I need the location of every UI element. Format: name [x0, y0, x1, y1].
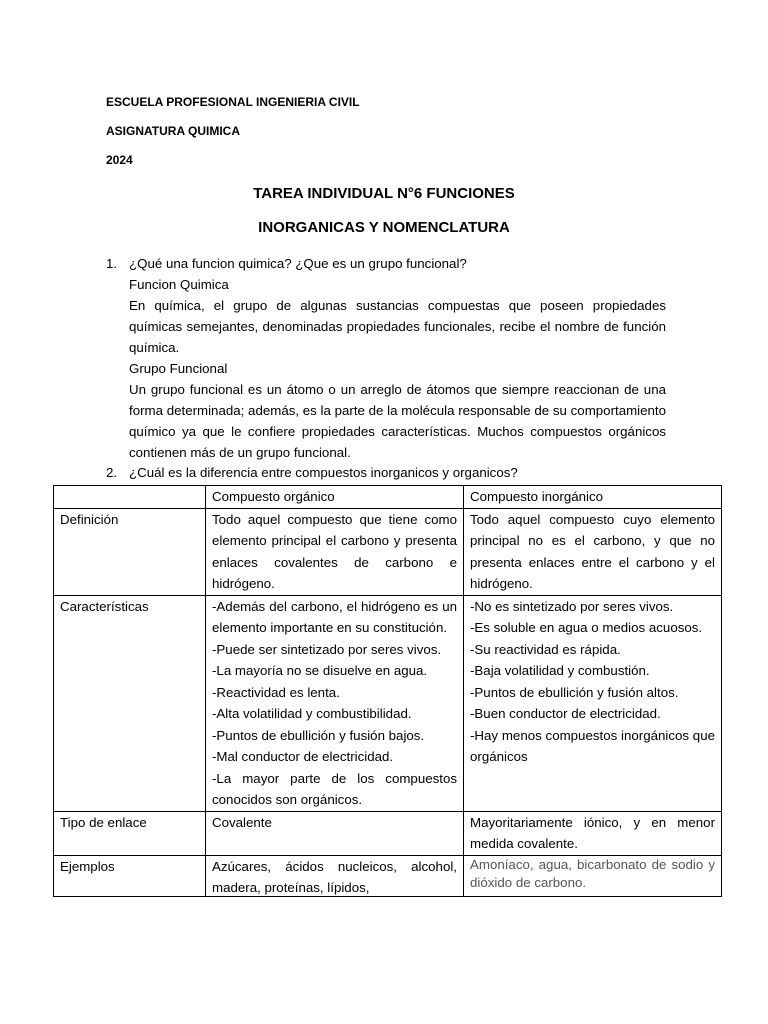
table-row: [54, 486, 722, 509]
list-item: -Buen conductor de electricidad.: [470, 706, 661, 721]
question-1-text: ¿Qué una funcion quimica? ¿Que es un grupo funcional?: [129, 256, 467, 271]
list-item: -La mayor parte de los compuestos conocidos son orgánicos.: [212, 770, 457, 807]
title-line-1: TAREA INDIVIDUAL N°6 FUNCIONES: [253, 185, 515, 202]
examples-inorganic-cell: [464, 855, 722, 896]
characteristics-inorganic: [464, 595, 722, 811]
row-label-examples: Ejemplos: [54, 855, 206, 896]
col-header-organic: Compuesto orgánico: [206, 486, 464, 509]
heading-grupo-funcional: Grupo Funcional: [129, 361, 228, 376]
list-item: -La mayoría no se disuelve en agua.: [212, 663, 428, 678]
bond-type-organic: Covalente: [206, 811, 464, 855]
question-1-number: 1.: [106, 256, 118, 271]
list-item: -No es sintetizado por seres vivos.: [470, 598, 674, 614]
list-item: -Además del carbono, el hidrógeno es un elemento importante en su constitución.: [212, 598, 457, 635]
question-1: [106, 253, 666, 463]
row-label-definition: Definición: [54, 508, 206, 595]
year: 2024: [106, 153, 133, 167]
examples-organic-cell: [206, 855, 464, 896]
comparison-table: [53, 485, 722, 897]
list-item: -Mal conductor de electricidad.: [212, 749, 394, 764]
examples-organic: Azúcares, ácidos nucleicos, alcohol, madera, proteínas, lípidos,: [212, 858, 457, 895]
subject-name: ASIGNATURA QUIMICA: [106, 124, 240, 138]
table-cell-empty: [54, 486, 206, 509]
row-label-characteristics: Características: [54, 595, 206, 811]
list-item: -Baja volatilidad y combustión.: [470, 663, 650, 678]
list-item: -Es soluble en agua o medios acuosos.: [470, 620, 703, 635]
bond-type-inorganic: Mayoritariamente iónico, y en menor medida covalente.: [464, 811, 722, 855]
definition-organic: Todo aquel compuesto que tiene como elemento principal el carbono y presenta enlaces covalentes de carbono e hidrógeno.: [206, 508, 464, 595]
list-item: -Hay menos compuestos inorgánicos que orgánicos: [470, 727, 715, 764]
school-name: ESCUELA PROFESIONAL INGENIERIA CIVIL: [106, 95, 360, 109]
row-label-bond-type: Tipo de enlace: [54, 811, 206, 855]
table-row: [54, 508, 722, 595]
list-item: -Puede ser sintetizado por seres vivos.: [212, 641, 442, 657]
list-item: -Puntos de ebullición y fusión bajos.: [212, 727, 425, 743]
list-item: -Su reactividad es rápida.: [470, 641, 621, 657]
paragraph-grupo-funcional: Un grupo funcional es un átomo o un arreglo de átomos que siempre reaccionan de una forma determinada; además, es la parte de la molécula responsable de su comportamiento químico ya que le confiere propiedades características. Muchos compuestos orgánicos contienen más de un grupo funcional.: [129, 382, 666, 460]
col-header-inorganic: Compuesto inorgánico: [464, 486, 722, 509]
characteristics-organic: [206, 595, 464, 811]
title-line-2: INORGANICAS Y NOMENCLATURA: [258, 219, 510, 236]
list-item: -Alta volatilidad y combustibilidad.: [212, 706, 412, 721]
table-row: [54, 595, 722, 811]
question-2-text: ¿Cuál es la diferencia entre compuestos inorganicos y organicos?: [129, 465, 518, 480]
paragraph-funcion-quimica: En química, el grupo de algunas sustancias compuestas que poseen propiedades químicas semejantes, denominadas propiedades funcionales, recibe el nombre de función química.: [129, 298, 666, 355]
table-row: [54, 855, 722, 896]
question-2: [106, 462, 666, 483]
table-row: [54, 811, 722, 855]
examples-inorganic: Amoníaco, agua, bicarbonato de sodio y dióxido de carbono.: [470, 856, 715, 890]
heading-funcion-quimica: Funcion Quimica: [129, 277, 229, 292]
question-2-number: 2.: [106, 465, 118, 480]
list-item: -Reactividad es lenta.: [212, 684, 340, 700]
definition-inorganic: Todo aquel compuesto cuyo elemento principal no es el carbono, y que no presenta enlaces entre el carbono y el hidrógeno.: [464, 508, 722, 595]
list-item: -Puntos de ebullición y fusión altos.: [470, 684, 679, 700]
